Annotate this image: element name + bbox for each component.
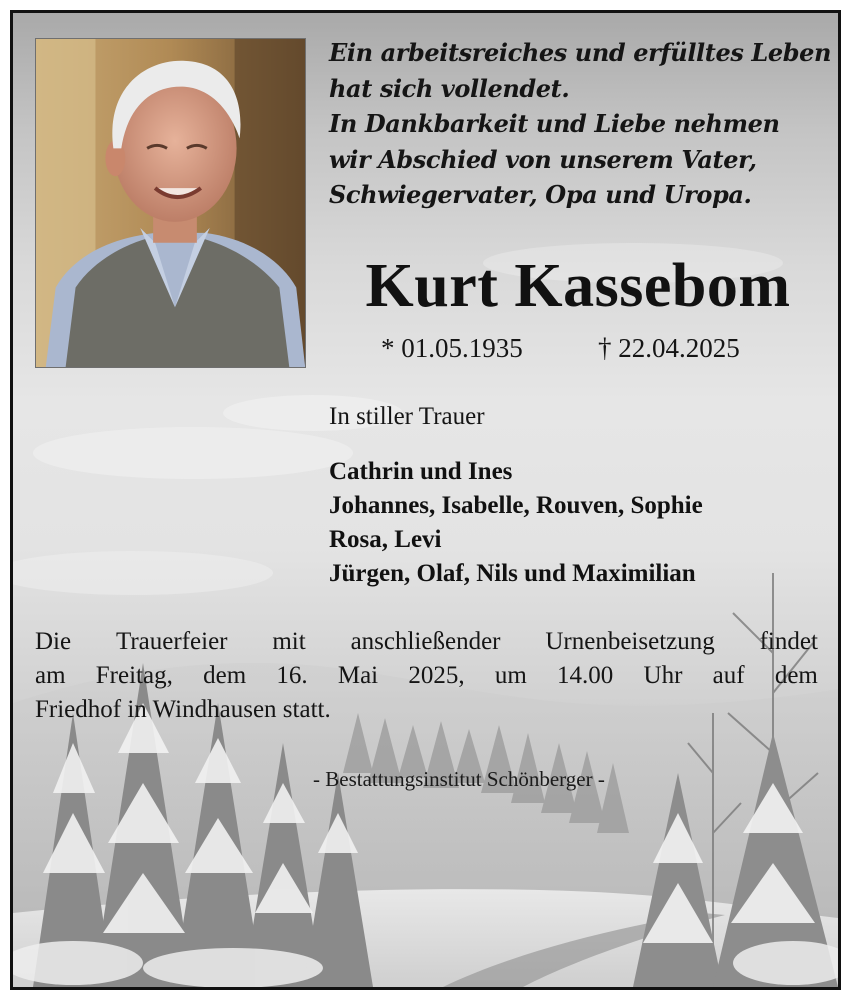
- verse-line: Ein arbeitsreiches und erfülltes Leben: [329, 38, 832, 67]
- ceremony-line: [35, 625, 818, 659]
- ceremony-word: Freitag,: [95, 662, 173, 689]
- obituary-notice: [10, 10, 841, 990]
- mourner-line: Cathrin und Ines: [329, 458, 513, 485]
- ceremony-word: auf: [712, 662, 745, 689]
- ceremony-word: Die: [35, 628, 72, 655]
- ceremony-line: [35, 659, 818, 693]
- verse-line: hat sich vollendet.: [329, 73, 570, 103]
- ceremony-word: am: [35, 662, 66, 689]
- memorial-verse: [329, 35, 832, 213]
- mourners-list: [329, 455, 839, 591]
- mourner-line: Jürgen, Olaf, Nils und Maximilian: [329, 560, 696, 587]
- ceremony-word: 2025,: [408, 662, 465, 689]
- ceremony-line: [35, 693, 818, 727]
- ceremony-word: dem: [774, 662, 818, 689]
- ceremony-word: Friedhof in Windhausen statt.: [35, 696, 331, 723]
- ceremony-word: 16.: [276, 662, 308, 689]
- ceremony-info: [35, 625, 818, 727]
- deceased-name: Kurt Kassebom: [365, 252, 791, 320]
- verse-line: Schwiegervater, Opa und Uropa.: [329, 180, 752, 209]
- mourning-line: In stiller Trauer: [329, 403, 485, 430]
- death-date: † 22.04.2025: [598, 333, 740, 363]
- ceremony-word: 14.00: [557, 662, 614, 689]
- verse-line: wir Abschied von unserem Vater,: [329, 144, 757, 174]
- mourner-line: Rosa, Levi: [329, 526, 442, 553]
- mourner-line: Johannes, Isabelle, Rouven, Sophie: [329, 492, 703, 519]
- portrait-photo: [35, 38, 306, 368]
- birth-date: * 01.05.1935: [381, 333, 523, 363]
- ceremony-word: dem: [203, 662, 247, 689]
- ceremony-word: findet: [759, 628, 818, 655]
- verse-line: In Dankbarkeit und Liebe nehmen: [329, 109, 780, 138]
- portrait-image: [36, 39, 305, 367]
- ceremony-word: Uhr: [643, 662, 683, 689]
- funeral-home-credit: - Bestattungsinstitut Schönberger -: [313, 767, 605, 791]
- ceremony-word: mit: [272, 628, 306, 655]
- ceremony-word: anschließender: [350, 628, 501, 655]
- ceremony-word: Trauerfeier: [115, 628, 228, 655]
- ceremony-word: Urnenbeisetzung: [545, 628, 715, 655]
- ceremony-word: Mai: [337, 662, 379, 689]
- ceremony-word: um: [494, 662, 527, 689]
